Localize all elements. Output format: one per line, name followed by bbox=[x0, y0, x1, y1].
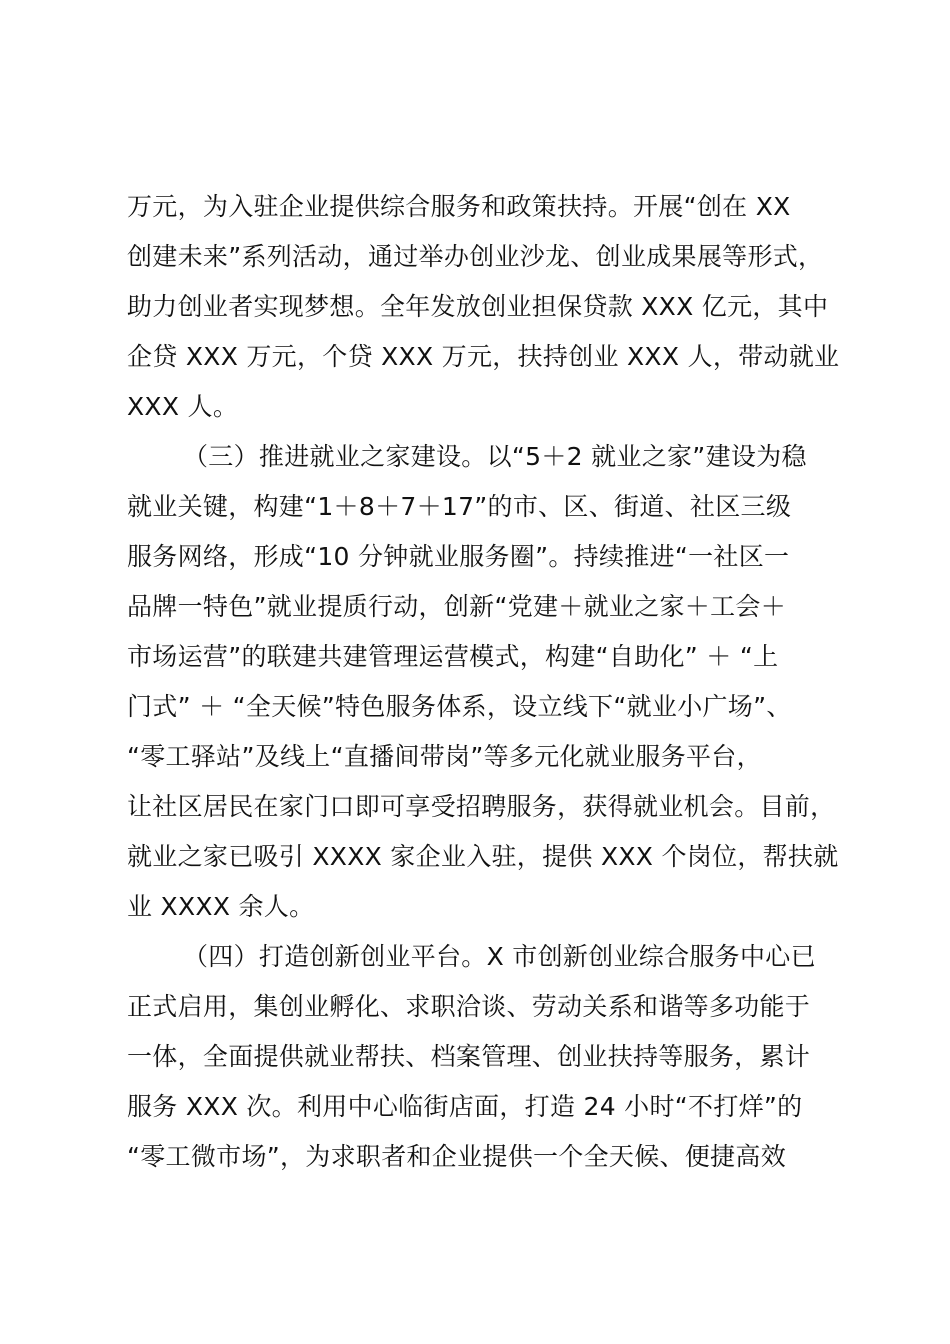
section-heading-4: （四）打造创新创业平台。X 市创新创业综合服务中心已 bbox=[183, 942, 816, 971]
text-line: 让社区居民在家门口即可享受招聘服务，获得就业机会。目前， bbox=[127, 792, 836, 821]
text-line: 就业之家已吸引 XXXX 家企业入驻，提供 XXX 个岗位，帮扶就 bbox=[127, 842, 839, 871]
text-line: 服务 XXX 次。利用中心临街店面，打造 24 小时“不打烊”的 bbox=[127, 1092, 803, 1121]
text-line: 业 XXXX 余人。 bbox=[127, 892, 315, 921]
text-line: XXX 人。 bbox=[127, 392, 239, 421]
text-line: 市场运营”的联建共建管理运营模式，构建“自助化” ＋ “上 bbox=[127, 642, 779, 671]
text-line: 服务网络，形成“10 分钟就业服务圈”。持续推进“一社区一 bbox=[127, 542, 790, 571]
text-line: 企贷 XXX 万元，个贷 XXX 万元，扶持创业 XXX 人，带动就业 bbox=[127, 342, 840, 371]
text-line: 创建未来”系列活动，通过举办创业沙龙、创业成果展等形式， bbox=[127, 242, 824, 271]
text-line: 万元，为入驻企业提供综合服务和政策扶持。开展“创在 XX bbox=[127, 192, 791, 221]
text-line: 一体，全面提供就业帮扶、档案管理、创业扶持等服务，累计 bbox=[127, 1042, 811, 1071]
body-text bbox=[127, 182, 840, 1182]
text-line: “零工微市场”，为求职者和企业提供一个全天候、便捷高效 bbox=[127, 1142, 787, 1171]
text-line: “零工驿站”及线上“直播间带岗”等多元化就业服务平台， bbox=[127, 742, 762, 771]
text-line: 门式” ＋ “全天候”特色服务体系，设立线下“就业小广场”、 bbox=[127, 692, 792, 721]
text-line: 就业关键，构建“1＋8＋7＋17”的市、区、街道、社区三级 bbox=[127, 492, 792, 521]
text-line: 助力创业者实现梦想。全年发放创业担保贷款 XXX 亿元，其中 bbox=[127, 292, 829, 321]
text-line: 品牌一特色”就业提质行动，创新“党建＋就业之家＋工会＋ bbox=[127, 592, 787, 621]
section-heading-3: （三）推进就业之家建设。以“5＋2 就业之家”建设为稳 bbox=[183, 442, 807, 471]
text-line: 正式启用，集创业孵化、求职洽谈、劳动关系和谐等多功能于 bbox=[127, 992, 811, 1021]
